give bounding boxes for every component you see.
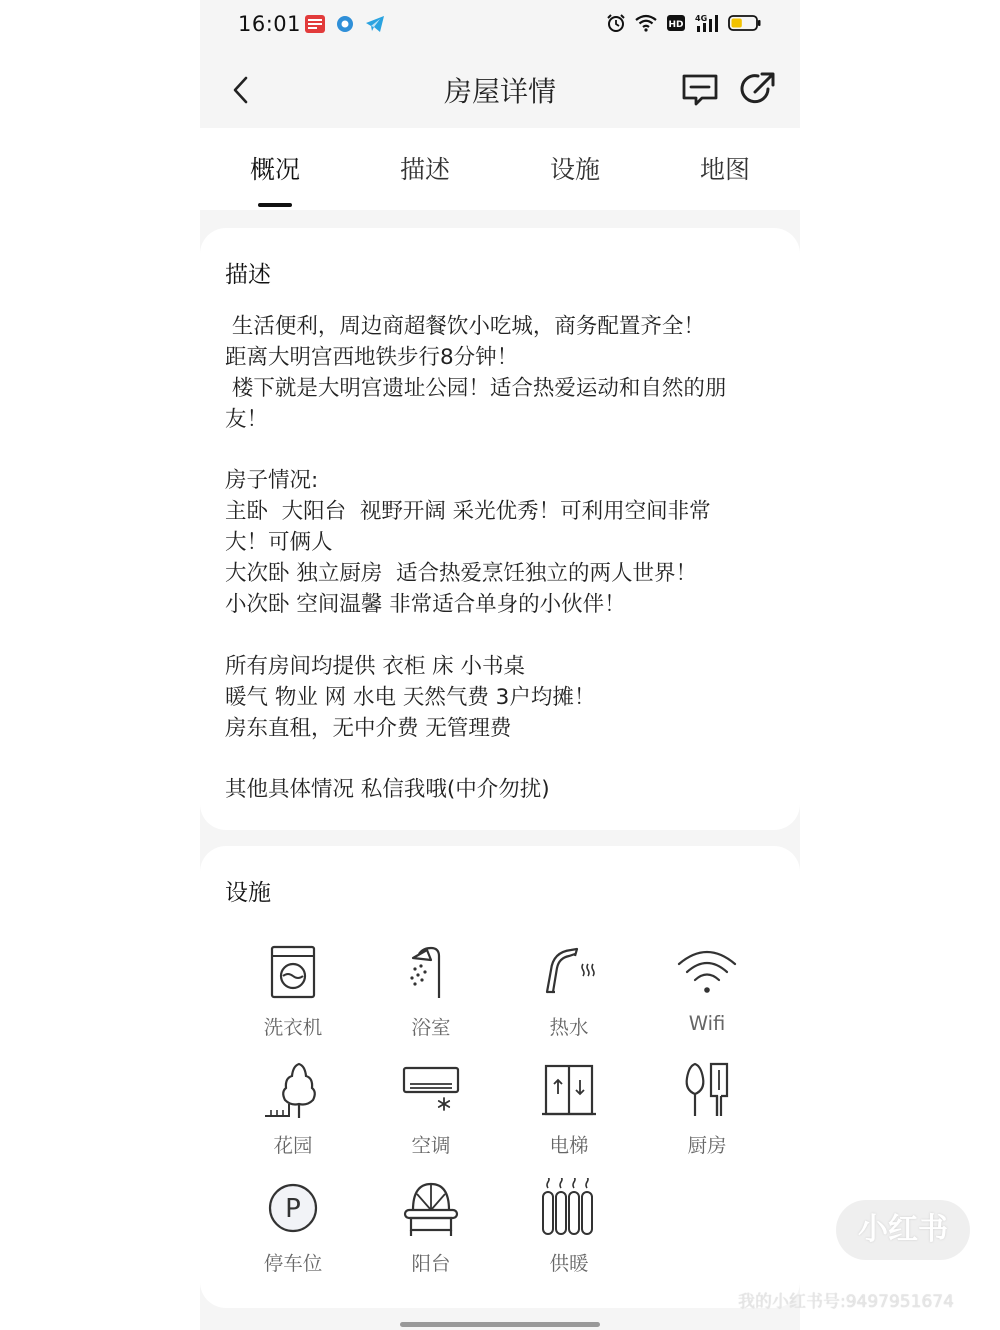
battery-icon [728,14,762,32]
parking-icon [263,1178,323,1238]
description-line: 大！可俩人 [225,530,333,556]
facilities-title: 设施 [225,880,271,906]
description-line: 生活便利，周边商超餐饮小吃城，商务配置齐全！ [225,314,705,339]
status-bar [200,0,800,52]
facility-wifi [638,942,776,1060]
facility-hot-water [500,942,638,1060]
description-line: 暖气 物业 网 水电 天然气费 3户均摊！ [225,684,596,710]
facility-heating [500,1178,638,1296]
facility-balcony [362,1178,500,1296]
tab-bar [200,128,800,210]
svg-text:4G: 4G [695,14,708,23]
facility-label: 厨房 [687,1134,727,1157]
facility-label: 供暖 [549,1252,589,1275]
wifi-status-icon [634,14,658,32]
active-tab-indicator [258,203,292,207]
tab-map[interactable] [650,128,800,210]
facility-label: 阳台 [411,1252,451,1275]
description-line: 友！ [225,406,269,432]
washing-machine-icon [263,942,323,1002]
facility-label: 电梯 [549,1134,589,1157]
facility-washing-machine [224,942,362,1060]
elevator-icon [539,1060,599,1120]
description-line: 小次卧 空间温馨 非常适合单身的小伙伴！ [225,592,626,618]
message-button[interactable] [680,70,720,110]
battery-fill [732,19,742,28]
circle-app-icon [336,15,354,33]
tab-label: 描述 [399,155,450,184]
facility-kitchen [638,1060,776,1178]
tab-overview[interactable] [200,128,350,210]
facilities-card [200,846,800,1308]
watermark-id: 我的小红书号:9497951674 [738,1292,954,1312]
description-line: 所有房间均提供 衣柜 床 小书桌 [225,653,526,679]
description-line: 主卧 大阳台 视野开阔 采光优秀！可利用空间非常 [225,499,711,525]
description-line [225,744,785,775]
toutiao-icon [304,14,326,34]
alarm-icon [606,13,626,33]
watermark-logo: 小红书 [836,1200,970,1260]
telegram-icon [364,14,386,34]
facility-label: Wifi [688,1012,726,1035]
status-system-icons [606,13,762,33]
tab-description[interactable] [350,128,500,210]
app-header [200,52,800,128]
description-line: 房东直租，无中介费 无管理费 [225,715,512,741]
description-line: 楼下就是大明宫遗址公园！适合热爱运动和自然的朋 [225,375,727,401]
phone-screen [200,0,800,1330]
hot-water-faucet-icon [539,942,599,1002]
facility-garden [224,1060,362,1178]
description-line [225,621,785,652]
share-icon [742,74,773,102]
page-title: 房屋详情 [443,75,556,108]
svg-text:P: P [285,1194,301,1224]
home-indicator[interactable] [400,1322,600,1327]
status-notification-icons [304,14,386,34]
svg-text:HD: HD [668,20,684,30]
facility-label: 热水 [549,1016,589,1039]
facility-label: 空调 [411,1134,451,1157]
facility-label: 洗衣机 [263,1016,323,1039]
facility-air-conditioner [362,1060,500,1178]
description-line: 房子情况: [225,468,319,494]
share-button[interactable] [738,69,778,109]
wifi-icon [677,942,737,1002]
tab-facilities[interactable] [500,128,650,210]
tab-label: 设施 [549,155,600,184]
tab-label: 地图 [699,155,750,184]
garden-tree-icon [263,1060,323,1120]
air-conditioner-icon [401,1060,461,1120]
kitchen-utensils-icon [677,1060,737,1120]
facility-label: 花园 [273,1134,313,1157]
facility-label: 停车位 [263,1252,323,1275]
tab-label: 概况 [249,155,300,184]
description-line: 其他具体情况 私信我哦(中介勿扰) [225,777,550,803]
shower-icon [401,942,461,1002]
description-card [200,228,800,830]
balcony-icon [401,1178,461,1238]
description-line: 大次卧 独立厨房 适合热爱烹饪独立的两人世界！ [225,561,698,587]
description-title: 描述 [225,262,271,288]
facility-bathroom [362,942,500,1060]
description-text [225,312,785,806]
facility-label: 浴室 [411,1016,451,1039]
radiator-icon [539,1178,599,1238]
signal-4g-icon [694,13,720,33]
status-time: 16:01 [238,12,302,36]
description-line: 距离大明宫西地铁步行8分钟！ [225,344,519,370]
description-line [225,436,785,467]
message-icon [684,76,716,104]
facility-elevator [500,1060,638,1178]
facility-parking [224,1178,362,1296]
hd-icon [666,14,686,32]
